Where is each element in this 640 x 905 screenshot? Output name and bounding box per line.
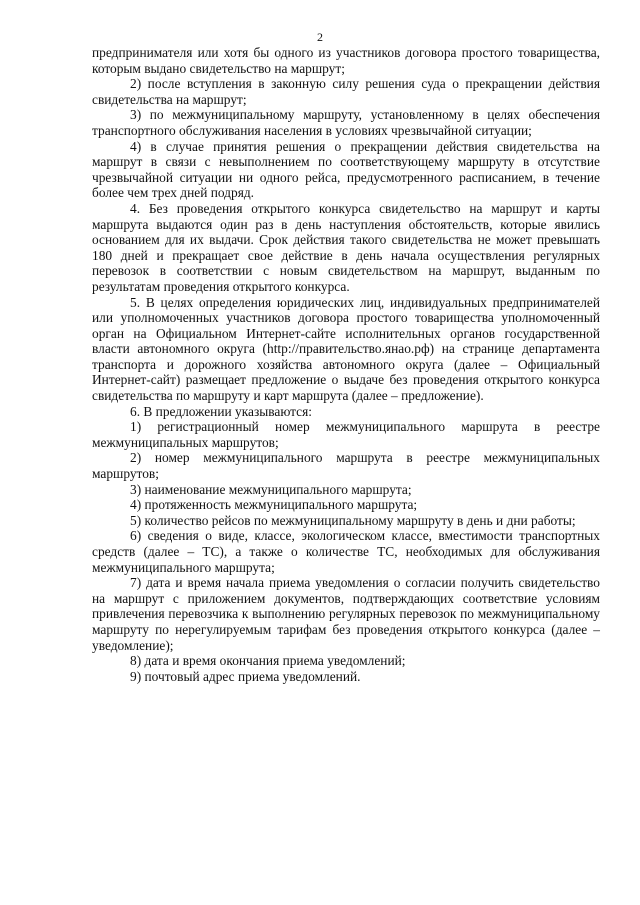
list-item: 9) почтовый адрес приема уведомлений. [130, 668, 361, 684]
page-number: 2 [317, 30, 323, 44]
paragraph: 4. Без проведения открытого конкурса свидетельство на маршрут и карты маршрута выдаются один раз в день наступления обстоятельств, которые явились основанием для их выдачи. Срок действия такого свидетельства не может превышать 180 дней и прекращает свое действие в день начала осуществления регулярных перевозок в соответствии с новым свидетельством на маршрут, выданным по результатам проведения открытого конкурса. [92, 200, 600, 294]
list-item: 5) количество рейсов по межмуниципальному маршруту в день и дни работы; [130, 512, 576, 528]
list-item: 8) дата и время окончания приема уведомлений; [130, 653, 406, 669]
list-item: 4) в случае принятия решения о прекращении действия свидетельства на маршрут в связи с невыполнением по соответствующему маршруту в отсутствие чрезвычайной ситуации ни одного рейса, предусмотренного расписанием, в течение более чем трех дней подряд. [92, 138, 600, 201]
document-body [92, 45, 600, 684]
list-item: 6) сведения о виде, классе, экологическом классе, вместимости транспортных средств (далее – ТС), а также о количестве ТС, необходимых для обслуживания межмуниципального маршрута; [92, 528, 600, 575]
list-item: 1) регистрационный номер межмуниципального маршрута в реестре межмуниципальных маршрутов; [92, 419, 600, 450]
list-item: 3) по межмуниципальному маршруту, установленному в целях обеспечения транспортного обслуживания населения в условиях чрезвычайной ситуации; [92, 107, 600, 138]
paragraph: предпринимателя или хотя бы одного из участников договора простого товарищества, которым выдано свидетельство на маршрут; [92, 45, 600, 76]
list-item: 4) протяженность межмуниципального маршрута; [130, 497, 418, 513]
list-item: 3) наименование межмуниципального маршрута; [130, 481, 412, 497]
paragraph: 6. В предложении указываются: [130, 403, 313, 419]
list-item: 2) после вступления в законную силу решения суда о прекращении действия свидетельства на маршрут; [92, 76, 600, 107]
paragraph: 5. В целях определения юридических лиц, индивидуальных предпринимателей или уполномоченных участников договора простого товарищества уполномоченный орган на Официальном Интернет-сайте исполнительных органов государственной власти автономного округа (http://правительство.янао.рф) на странице департамента транспорта и дорожного хозяйства автономного округа (далее – Официальный Интернет-сайт) размещает предложение о выдаче без проведения открытого конкурса свидетельства по маршруту и карт маршрута (далее – предложение). [92, 294, 600, 404]
list-item: 2) номер межмуниципального маршрута в реестре межмуниципальных маршрутов; [92, 450, 600, 482]
list-item: 7) дата и время начала приема уведомления о согласии получить свидетельство на маршрут с приложением документов, подтверждающих соответствие условиям привлечения перевозчика к выполнению регулярных перевозок по межмуниципальному маршруту по нерегулируемым тарифам без проведения открытого конкурса (далее – уведомление); [92, 575, 600, 653]
